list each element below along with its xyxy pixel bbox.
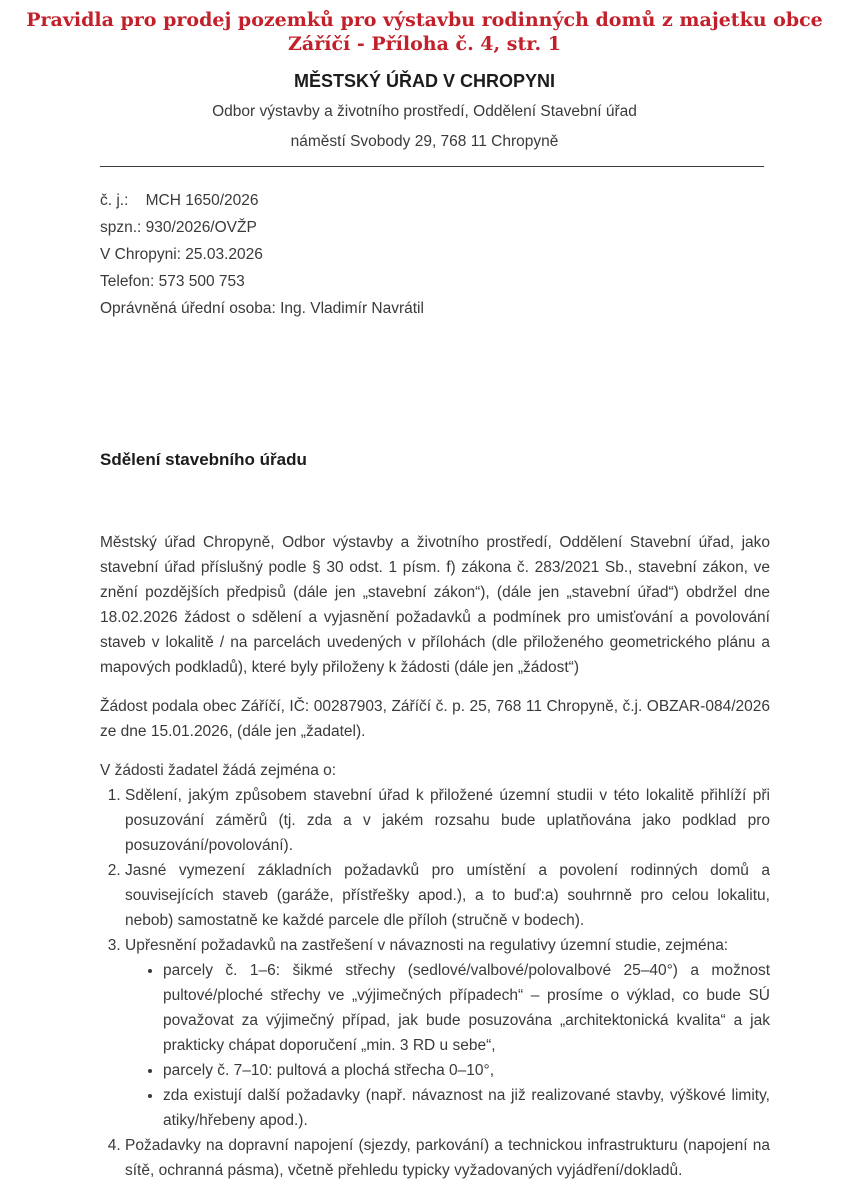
document-body	[100, 530, 770, 1183]
header-divider	[100, 166, 764, 167]
bullet-item	[163, 1083, 770, 1133]
list-intro: V žádosti žadatel žádá zejména o:	[100, 762, 337, 779]
bullet-item-text: parcely č. 1–6: šikmé střechy (sedlové/valbové/polovalbové 25–40°) a možnost pultové/ploché střechy ve „výjimečných případech“ – prosíme o výklad, co bude SÚ považovat za výjimečný případ, jak bude posuzována „architektonická kvalita“ a jak prakticky chápat doporučení „min. 3 RD u sebe“,	[163, 962, 770, 1054]
meta-line-date-place: V Chropyni: 25.03.2026	[100, 246, 263, 263]
page-title	[0, 0, 849, 56]
roof-requirements-bullets	[125, 958, 770, 1133]
bullet-item-text: zda existují další požadavky (např. návaznost na již realizované stavby, výškové limity, atiky/hřebeny apod.).	[163, 1087, 770, 1129]
bullet-item-text: parcely č. 7–10: pultová a plochá střecha 0–10°,	[163, 1062, 495, 1079]
meta-line-spzn: spzn.: 930/2026/OVŽP	[100, 219, 257, 236]
request-list	[100, 783, 770, 1183]
meta-line-official-person: Oprávněná úřední osoba: Ing. Vladimír Navrátil	[100, 300, 424, 317]
list-item	[125, 933, 770, 1133]
list-item-text: Upřesnění požadavků na zastřešení v návaznosti na regulativy územní studie, zejména:	[125, 937, 729, 954]
bullet-item	[163, 958, 770, 1058]
section-heading: Sdělení stavebního úřadu	[100, 450, 307, 469]
list-item-text: Požadavky na dopravní napojení (sjezdy, parkování) a technickou infrastrukturu (napojení na sítě, ochranná pásma), včetně přehledu typicky vyžadovaných vyjádření/dokladů.	[125, 1137, 770, 1179]
list-item	[125, 1133, 770, 1183]
office-address: náměstí Svobody 29, 768 11 Chropyně	[290, 133, 559, 150]
list-item	[125, 783, 770, 858]
list-item-text: Jasné vymezení základních požadavků pro umístění a povolení rodinných domů a souvisejících staveb (garáže, přístřešky apod.), a to buď:a) souhrnně pro celou lokalitu, nebob) samostatně ke každé parcele dle příloh (stručně v bodech).	[125, 862, 770, 929]
page-title-line1: Pravidla pro prodej pozemků pro výstavbu rodinných domů z majetku obce	[26, 9, 823, 31]
meta-line-file-number: č. j.: MCH 1650/2026	[100, 192, 259, 209]
paragraph-intro-authority: Městský úřad Chropyně, Odbor výstavby a životního prostředí, Oddělení Stavební úřad, jako stavební úřad příslušný podle § 30 odst. 1 písm. f) zákona č. 283/2021 Sb., stavební zákon, ve znění pozdějších předpisů (dále jen „stavební zákon“), (dále jen „stavební úřad“) obdržel dne 18.02.2026 žádost o sdělení a vyjasnění požadavků a podmínek pro umisťování a povolování staveb v lokalitě / na parcelách uvedených v přílohách (dle přiloženého geometrického plánu a mapových podkladů), které byly přiloženy k žádosti (dále jen „žádost“)	[100, 534, 770, 676]
paragraph-applicant: Žádost podala obec Záříčí, IČ: 00287903, Záříčí č. p. 25, 768 11 Chropyně, č.j. OBZAR-084/2026 ze dne 15.01.2026, (dále jen „žadatel).	[100, 698, 770, 740]
meta-block	[100, 187, 769, 322]
list-item	[125, 858, 770, 933]
page-title-line2: Záříčí - Příloha č. 4, str. 1	[288, 33, 561, 55]
list-item-text: Sdělení, jakým způsobem stavební úřad k přiložené územní studii v této lokalitě přihlíží při posuzování záměrů (tj. zda a v jakém rozsahu bude uplatňována jako podklad pro posuzování/povolování).	[125, 787, 770, 854]
meta-line-phone: Telefon: 573 500 753	[100, 273, 245, 290]
bullet-item	[163, 1058, 770, 1083]
office-name: MĚSTSKÝ ÚŘAD V CHROPYNI	[293, 71, 556, 91]
office-department: Odbor výstavby a životního prostředí, Oddělení Stavební úřad	[212, 103, 637, 120]
